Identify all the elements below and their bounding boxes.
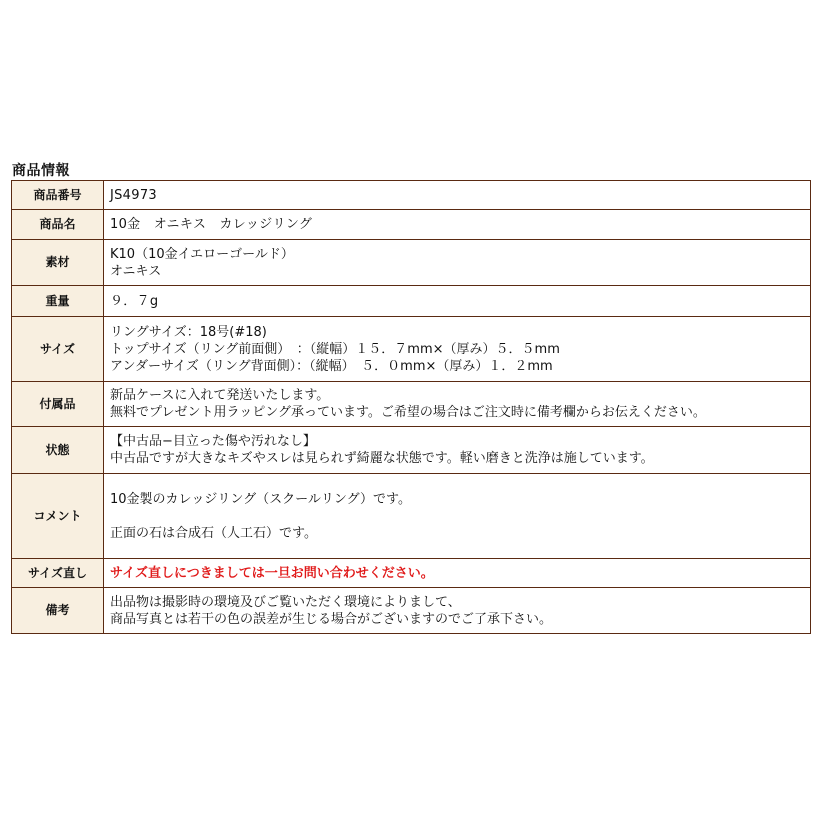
product-name-label: 商品名 (12, 210, 104, 240)
remarks-label: 備考 (12, 588, 104, 634)
row-product-code (12, 181, 811, 210)
accessories-line: 無料でプレゼント用ラッピング承っています。ご希望の場合はご注文時に備考欄からお伝えください。 (110, 405, 706, 420)
row-comment (12, 474, 811, 559)
weight-value: ９．７g (104, 286, 811, 317)
accessories-label: 付属品 (12, 382, 104, 427)
accessories-line: 新品ケースに入れて発送いたします。 (110, 388, 330, 403)
material-line: K10（10金イエローゴールド） (110, 246, 294, 262)
section-title: 商品情報 (12, 163, 70, 179)
product-code-value: JS4973 (104, 181, 811, 210)
size-line: アンダーサイズ（リング背面側）：（縦幅） ５．０mm×（厚み）１．２mm (110, 358, 553, 374)
remarks-value (104, 588, 811, 634)
weight-label: 重量 (12, 286, 104, 317)
comment-spacer (110, 508, 804, 525)
resize-warning-text: サイズ直しにつきましては一旦お問い合わせください。 (110, 565, 434, 581)
row-accessories (12, 382, 811, 427)
comment-label: コメント (12, 474, 104, 559)
material-line: オニキス (110, 263, 162, 279)
row-size (12, 317, 811, 382)
condition-value (104, 427, 811, 474)
comment-line: 正面の石は合成石（人工石）です。 (110, 525, 317, 541)
row-condition (12, 427, 811, 474)
accessories-value (104, 382, 811, 427)
product-name-value: 10金 オニキス カレッジリング (104, 210, 811, 240)
material-value (104, 240, 811, 286)
product-code-label: 商品番号 (12, 181, 104, 210)
remarks-line: 出品物は撮影時の環境及びご覧いただく環境によりまして、 (110, 594, 461, 610)
size-value (104, 317, 811, 382)
resize-value (104, 559, 811, 588)
material-label: 素材 (12, 240, 104, 286)
size-line: トップサイズ（リング前面側） ：（縦幅）１５．７mm×（厚み）５．５mm (110, 341, 560, 357)
row-product-name (12, 210, 811, 240)
row-remarks (12, 588, 811, 634)
condition-line: 中古品ですが大きなキズやスレは見られず綺麗な状態です。軽い磨きと洗浄は施しています。 (110, 451, 654, 466)
comment-value (104, 474, 811, 559)
condition-label: 状態 (12, 427, 104, 474)
comment-line: 10金製のカレッジリング（スクールリング）です。 (110, 491, 411, 507)
remarks-line: 商品写真とは若干の色の誤差が生じる場合がございますのでご了承下さい。 (110, 611, 553, 627)
product-info-table (11, 180, 811, 634)
resize-label: サイズ直し (12, 559, 104, 588)
size-line: リングサイズ：18号(#18) (110, 324, 267, 340)
condition-line: 【中古品−目立った傷や汚れなし】 (110, 434, 316, 449)
row-weight (12, 286, 811, 317)
size-label: サイズ (12, 317, 104, 382)
row-material (12, 240, 811, 286)
row-resize (12, 559, 811, 588)
